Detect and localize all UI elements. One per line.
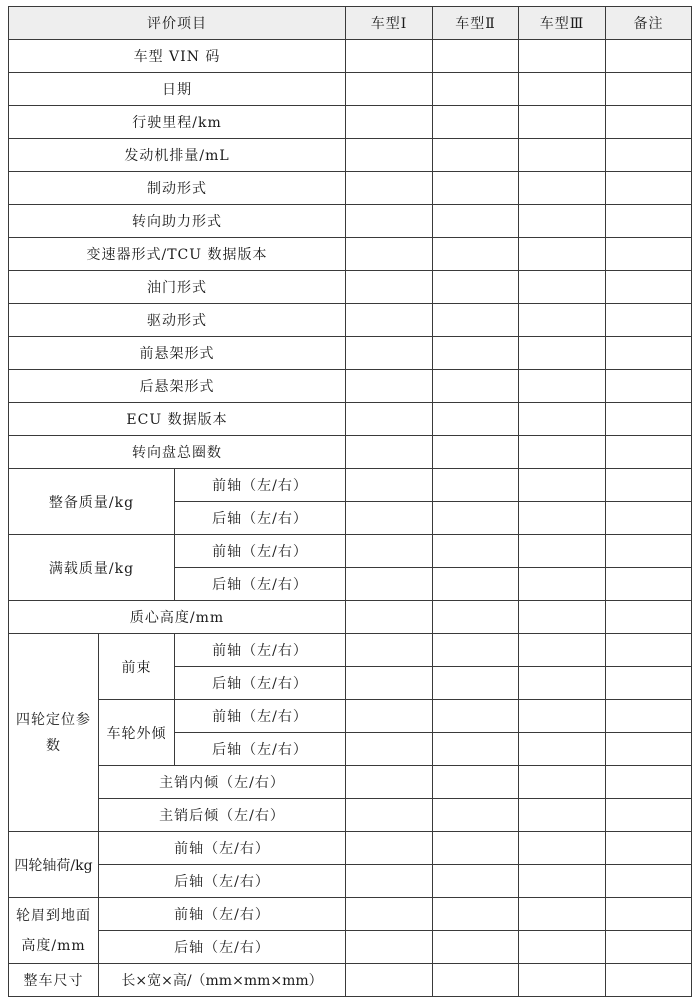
data-cell[interactable] [433,964,519,997]
data-cell[interactable] [346,106,433,139]
table-row [9,40,692,73]
data-cell[interactable] [346,832,433,865]
data-cell[interactable] [519,634,606,667]
data-cell[interactable] [346,403,433,436]
data-cell[interactable] [606,139,692,172]
data-cell[interactable] [606,238,692,271]
table-row [9,964,692,997]
row-label: 油门形式 [9,271,346,304]
row-label: 四轮轴荷/kg [9,832,99,898]
data-cell[interactable] [346,205,433,238]
table-row [9,931,692,964]
data-cell[interactable] [433,106,519,139]
sub-label: 后轴（左/右） [175,502,346,535]
data-cell[interactable] [606,271,692,304]
data-cell[interactable] [433,568,519,601]
row-label: 整备质量/kg [9,469,175,535]
data-cell[interactable] [433,205,519,238]
row-label: 制动形式 [9,172,346,205]
data-cell[interactable] [433,40,519,73]
sub-label: 后轴（左/右） [175,568,346,601]
table-row [9,106,692,139]
table-row [9,205,692,238]
table-row [9,865,692,898]
row-label: 后悬架形式 [9,370,346,403]
table-row [9,271,692,304]
data-cell[interactable] [606,535,692,568]
row-label: 前悬架形式 [9,337,346,370]
table-row [9,370,692,403]
data-cell[interactable] [606,172,692,205]
data-cell[interactable] [346,469,433,502]
data-cell[interactable] [519,700,606,733]
sub-label: 前轴（左/右） [175,700,346,733]
data-cell[interactable] [346,172,433,205]
data-cell[interactable] [433,139,519,172]
data-cell[interactable] [519,238,606,271]
data-cell[interactable] [519,403,606,436]
data-cell[interactable] [433,370,519,403]
data-cell[interactable] [433,832,519,865]
data-cell[interactable] [519,40,606,73]
table-row [9,898,692,931]
data-cell[interactable] [433,172,519,205]
data-cell[interactable] [433,535,519,568]
header-model-1: 车型Ⅰ [346,7,433,40]
data-cell[interactable] [346,436,433,469]
data-cell[interactable] [606,304,692,337]
data-cell[interactable] [433,403,519,436]
data-cell[interactable] [346,799,433,832]
data-cell[interactable] [346,898,433,931]
data-cell[interactable] [433,601,519,634]
table-row [9,403,692,436]
data-cell[interactable] [433,238,519,271]
data-cell[interactable] [606,832,692,865]
data-cell[interactable] [346,667,433,700]
table-row [9,535,692,568]
data-cell[interactable] [519,898,606,931]
data-cell[interactable] [519,766,606,799]
data-cell[interactable] [433,898,519,931]
data-cell[interactable] [519,832,606,865]
table-row [9,766,692,799]
data-cell[interactable] [346,535,433,568]
table-row [9,469,692,502]
table-row [9,601,692,634]
data-cell[interactable] [519,502,606,535]
data-cell[interactable] [433,667,519,700]
sub-label: 前轴（左/右） [99,832,346,865]
row-label: 整车尺寸 [9,964,99,997]
data-cell[interactable] [346,304,433,337]
row-label: 驱动形式 [9,304,346,337]
data-cell[interactable] [433,733,519,766]
data-cell[interactable] [346,964,433,997]
sub-label: 前轴（左/右） [175,634,346,667]
data-cell[interactable] [346,139,433,172]
data-cell[interactable] [606,469,692,502]
sub-label: 前轴（左/右） [175,535,346,568]
data-cell[interactable] [433,634,519,667]
row-label: ECU 数据版本 [9,403,346,436]
data-cell[interactable] [519,205,606,238]
sub-label: 前轴（左/右） [175,469,346,502]
data-cell[interactable] [346,766,433,799]
table-row [9,139,692,172]
row-label: 主销内倾（左/右） [99,766,346,799]
data-cell[interactable] [433,931,519,964]
row-label: 转向盘总圈数 [9,436,346,469]
data-cell[interactable] [433,865,519,898]
data-cell[interactable] [606,964,692,997]
data-cell[interactable] [433,337,519,370]
data-cell[interactable] [519,733,606,766]
data-cell[interactable] [519,931,606,964]
data-cell[interactable] [346,271,433,304]
data-cell[interactable] [519,535,606,568]
header-item: 评价项目 [9,7,346,40]
data-cell[interactable] [346,700,433,733]
data-cell[interactable] [346,40,433,73]
data-cell[interactable] [433,766,519,799]
data-cell[interactable] [346,73,433,106]
data-cell[interactable] [519,667,606,700]
table-row [9,634,692,667]
row-label: 车型 VIN 码 [9,40,346,73]
data-cell[interactable] [606,799,692,832]
data-cell[interactable] [519,370,606,403]
table-row [9,700,692,733]
data-cell[interactable] [519,304,606,337]
data-cell[interactable] [606,436,692,469]
sub-label: 前轴（左/右） [99,898,346,931]
data-cell[interactable] [606,733,692,766]
header-row [9,7,692,40]
data-cell[interactable] [346,865,433,898]
data-cell[interactable] [519,73,606,106]
row-label: 行驶里程/km [9,106,346,139]
data-cell[interactable] [606,205,692,238]
data-cell[interactable] [346,733,433,766]
sub-label: 后轴（左/右） [99,865,346,898]
data-cell[interactable] [433,799,519,832]
table-row [9,832,692,865]
data-cell[interactable] [433,502,519,535]
data-cell[interactable] [606,73,692,106]
table-row [9,172,692,205]
sub-label: 长×宽×高/（mm×mm×mm） [99,964,346,997]
data-cell[interactable] [606,634,692,667]
row-label: 四轮定位参数 [9,634,99,832]
data-cell[interactable] [606,700,692,733]
data-cell[interactable] [519,865,606,898]
data-cell[interactable] [606,502,692,535]
data-cell[interactable] [433,271,519,304]
group-label: 前束 [99,634,175,700]
row-label: 满载质量/kg [9,535,175,601]
data-cell[interactable] [346,370,433,403]
table-row [9,73,692,106]
data-cell[interactable] [519,172,606,205]
data-cell[interactable] [433,304,519,337]
data-cell[interactable] [519,469,606,502]
data-cell[interactable] [346,238,433,271]
data-cell[interactable] [606,337,692,370]
data-cell[interactable] [606,931,692,964]
table-row [9,304,692,337]
row-label: 发动机排量/mL [9,139,346,172]
data-cell[interactable] [606,40,692,73]
evaluation-table [8,6,692,997]
header-model-3: 车型Ⅲ [519,7,606,40]
data-cell[interactable] [346,568,433,601]
data-cell[interactable] [519,271,606,304]
group-label: 车轮外倾 [99,700,175,766]
data-cell[interactable] [519,799,606,832]
data-cell[interactable] [606,766,692,799]
data-cell[interactable] [346,502,433,535]
header-model-2: 车型Ⅱ [433,7,519,40]
data-cell[interactable] [346,601,433,634]
data-cell[interactable] [606,568,692,601]
data-cell[interactable] [519,337,606,370]
data-cell[interactable] [519,436,606,469]
data-cell[interactable] [606,865,692,898]
data-cell[interactable] [346,634,433,667]
data-cell[interactable] [433,73,519,106]
table-row [9,337,692,370]
row-label: 质心高度/mm [9,601,346,634]
header-remark: 备注 [606,7,692,40]
data-cell[interactable] [606,106,692,139]
data-cell[interactable] [346,337,433,370]
data-cell[interactable] [519,106,606,139]
data-cell[interactable] [606,370,692,403]
data-cell[interactable] [433,700,519,733]
data-cell[interactable] [519,568,606,601]
table-row [9,436,692,469]
data-cell[interactable] [346,931,433,964]
data-cell[interactable] [519,601,606,634]
data-cell[interactable] [606,667,692,700]
sub-label: 后轴（左/右） [99,931,346,964]
data-cell[interactable] [606,403,692,436]
data-cell[interactable] [433,469,519,502]
row-label: 轮眉到地面高度/mm [9,898,99,964]
table-row [9,238,692,271]
table-row [9,799,692,832]
sub-label: 后轴（左/右） [175,733,346,766]
row-label: 主销后倾（左/右） [99,799,346,832]
row-label: 变速器形式/TCU 数据版本 [9,238,346,271]
sub-label: 后轴（左/右） [175,667,346,700]
row-label: 转向助力形式 [9,205,346,238]
data-cell[interactable] [433,436,519,469]
data-cell[interactable] [606,601,692,634]
row-label: 日期 [9,73,346,106]
data-cell[interactable] [519,139,606,172]
data-cell[interactable] [606,898,692,931]
data-cell[interactable] [519,964,606,997]
